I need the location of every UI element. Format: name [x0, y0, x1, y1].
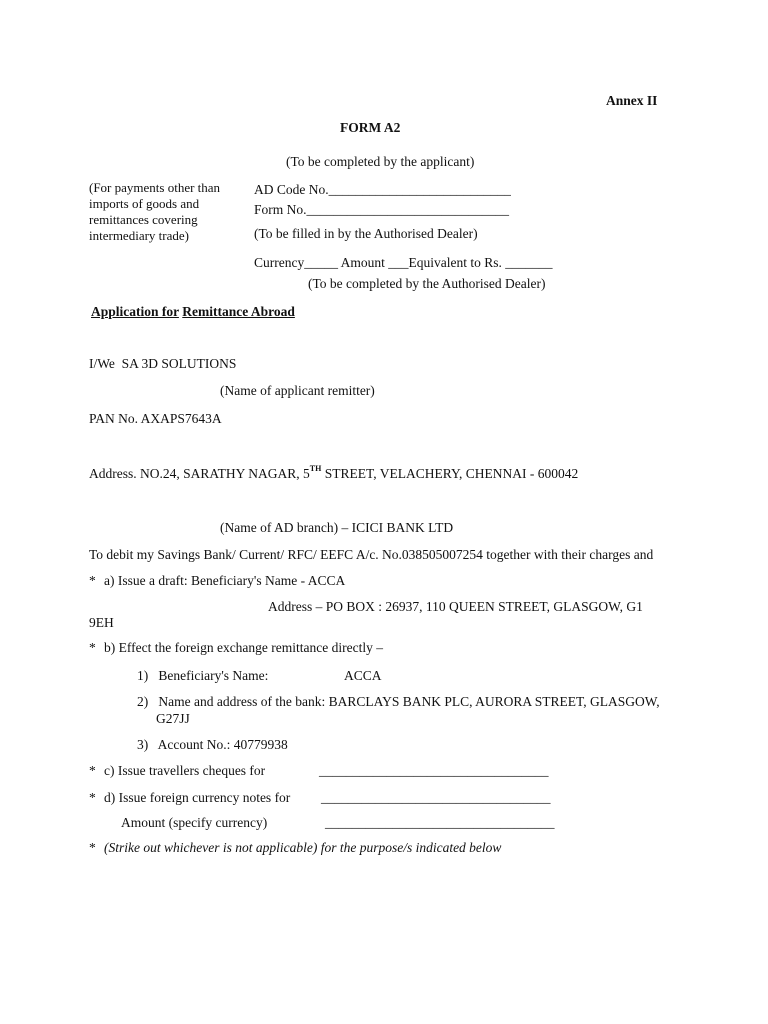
amount-label: Amount (specify currency)	[121, 815, 268, 830]
applicant-name: SA 3D SOLUTIONS	[121, 356, 237, 371]
form-no-field: Form No.______________________________	[254, 202, 510, 217]
item-label: Beneficiary's Name:	[158, 668, 269, 683]
option-c-label: c) Issue travellers cheques for	[104, 763, 266, 778]
applicant-name-line	[89, 356, 236, 372]
applicant-name-caption: (Name of applicant remitter)	[220, 383, 375, 398]
amount-blank: __________________________________	[325, 815, 555, 830]
option-b-bullet: *	[89, 640, 96, 655]
option-d-label: d) Issue foreign currency notes for	[104, 790, 291, 805]
option-d-bullet: *	[89, 790, 96, 805]
option-b-effect: b) Effect the foreign exchange remittance directly –	[104, 640, 383, 655]
applicant-address	[89, 466, 578, 482]
item-number: 2)	[137, 694, 149, 709]
option-d-blank: __________________________________	[321, 790, 551, 805]
ad-branch: (Name of AD branch) – ICICI BANK LTD	[220, 520, 454, 535]
option-a-address-cont: 9EH	[89, 615, 114, 630]
option-a-bullet: *	[89, 573, 96, 588]
pan-number: PAN No. AXAPS7643A	[89, 411, 222, 426]
currency-amount-line: Currency_____ Amount ___Equivalent to Rs. _______	[254, 255, 553, 270]
item-number: 1)	[137, 668, 149, 683]
application-heading	[91, 304, 295, 320]
option-b-item-1-value: ACCA	[344, 668, 382, 683]
strike-note: (Strike out whichever is not applicable) for the purpose/s indicated below	[104, 840, 502, 855]
address-end: STREET, VELACHERY, CHENNAI - 600042	[321, 466, 579, 481]
option-b-item-2	[137, 694, 660, 710]
form-title: FORM A2	[340, 120, 401, 135]
option-a-address: Address – PO BOX : 26937, 110 QUEEN STREET, GLASGOW, G1	[268, 599, 643, 614]
strike-note-bullet: *	[89, 840, 96, 855]
applicant-prefix: I/We	[89, 356, 115, 371]
option-c-blank: __________________________________	[319, 763, 549, 778]
item-label: Account No.: 40779938	[157, 737, 288, 752]
applicant-note: (To be completed by the applicant)	[286, 154, 475, 169]
option-b-item-3	[137, 737, 288, 753]
filled-by-dealer-note: (To be filled in by the Authorised Dealer)	[254, 226, 478, 241]
side-note: (For payments other than imports of goods and remittances covering intermediary trade)	[89, 180, 221, 243]
application-heading-part2: Remittance Abroad	[182, 304, 295, 319]
annex-label: Annex II	[606, 93, 658, 108]
option-b-item-1	[137, 668, 268, 684]
address-start: Address. NO.24, SARATHY NAGAR, 5	[89, 466, 310, 481]
address-superscript: TH	[309, 464, 322, 473]
application-heading-part1: Application for	[91, 304, 179, 319]
item-number: 3)	[137, 737, 149, 752]
item-label: Name and address of the bank: BARCLAYS BANK PLC, AURORA STREET, GLASGOW,	[158, 694, 660, 709]
option-c-bullet: *	[89, 763, 96, 778]
completed-by-dealer-note: (To be completed by the Authorised Dealer)	[308, 276, 546, 291]
option-a-draft: a) Issue a draft: Beneficiary's Name - ACCA	[104, 573, 346, 588]
debit-account-line: To debit my Savings Bank/ Current/ RFC/ EEFC A/c. No.038505007254 together with their charges and	[89, 547, 654, 562]
ad-code-field: AD Code No.___________________________	[254, 182, 511, 197]
option-b-item-2-cont: G27JJ	[156, 711, 190, 726]
